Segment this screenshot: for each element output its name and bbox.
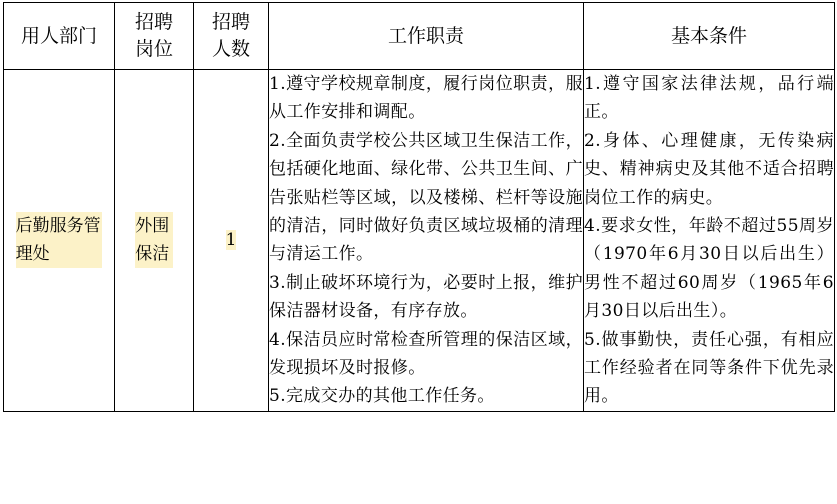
cell-dept	[4, 70, 115, 412]
duty-item-4: 4.保洁员应时常检查所管理的保洁区域，发现损坏及时报修。	[269, 329, 583, 379]
header-count-text: 招聘人数	[211, 11, 250, 60]
duty-item-5: 5.完成交办的其他工作任务。	[269, 386, 495, 407]
header-requirements: 基本条件	[584, 3, 835, 70]
header-duties: 工作职责	[269, 3, 584, 70]
requirement-item-1: 1.遵守国家法律法规，品行端正。	[584, 74, 834, 123]
dept-value: 后勤服务管理处	[16, 212, 103, 268]
duty-item-3: 3.制止破坏环境行为，必要时上报，维护保洁器材设备，有序存放。	[269, 272, 583, 322]
header-count	[194, 3, 269, 70]
header-position	[115, 3, 194, 70]
recruitment-table	[3, 2, 835, 412]
duty-item-2: 2.全面负责学校公共区域卫生保洁工作，包括硬化地面、绿化带、公共卫生间、广告张贴栏等区域，以及楼梯、栏杆等设施的清洁，同时做好负责区域垃圾桶的清理与清运工作。	[269, 130, 583, 265]
requirement-item-5: 5.做事勤快，责任心强，有相应工作经验者在同等条件下优先录用。	[584, 329, 834, 407]
header-row	[4, 3, 835, 70]
header-dept: 用人部门	[4, 3, 115, 70]
duty-item-1: 1.遵守学校规章制度，履行岗位职责，服从工作安排和调配。	[269, 74, 583, 123]
header-position-text: 招聘岗位	[134, 11, 173, 60]
cell-requirements	[584, 70, 835, 412]
requirement-item-4: 4.要求女性，年龄不超过55周岁（1970年6月30日以后出生）男性不超过60周岁（1965年6月30日以后出生）。	[584, 216, 834, 322]
position-value: 外围保洁	[135, 212, 172, 268]
requirement-item-2: 2.身体、心理健康，无传染病史、精神病史及其他不适合招聘岗位工作的病史。	[584, 130, 834, 208]
cell-position	[115, 70, 194, 412]
count-value: 1	[225, 230, 237, 251]
cell-count	[194, 70, 269, 412]
cell-duties	[269, 70, 584, 412]
table-row	[4, 70, 835, 412]
